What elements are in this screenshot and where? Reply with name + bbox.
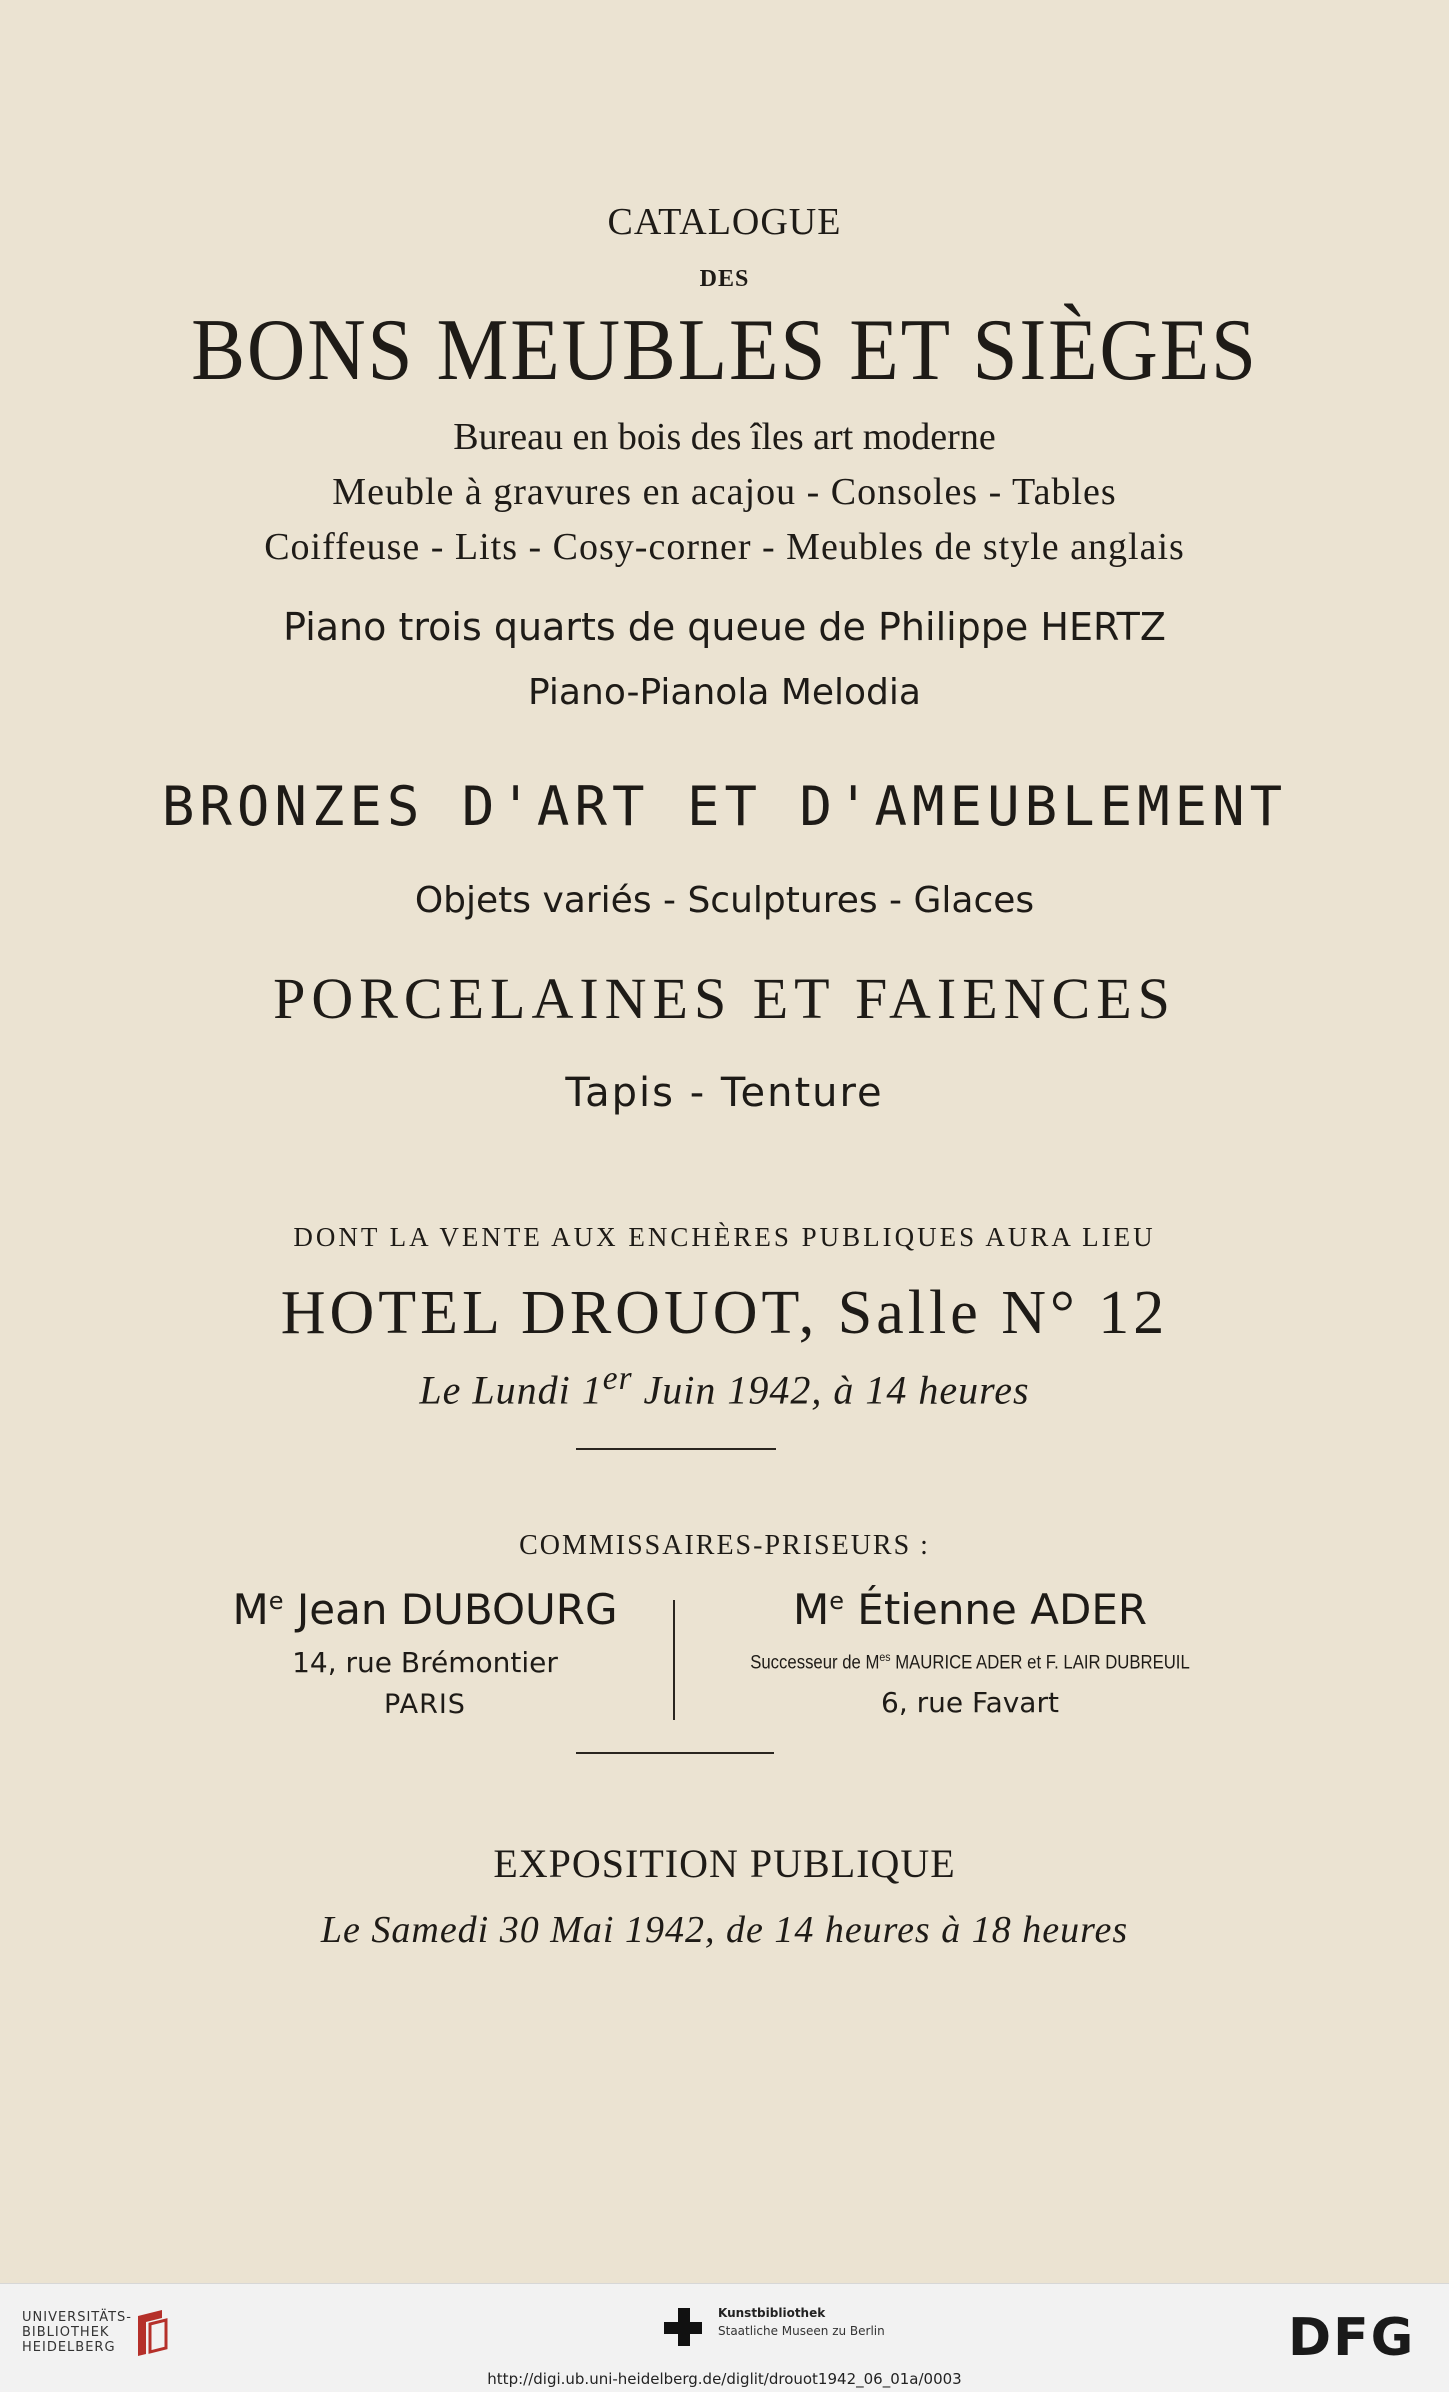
ub-heidelberg-logo-icon[interactable] [132, 2308, 172, 2360]
commissaire-right-successor [732, 1650, 1207, 1674]
successor-sup: es [879, 1650, 891, 1664]
vente-intro: DONT LA VENTE AUX ENCHÈRES PUBLIQUES AURA LIEU [293, 1222, 1156, 1252]
tapis-line: Tapis - Tenture [565, 1070, 884, 1116]
ub-line-3: HEIDELBERG [22, 2340, 116, 2355]
column-divider [673, 1600, 675, 1720]
source-url[interactable]: http://digi.ub.uni-heidelberg.de/diglit/drouot1942_06_01a/0003 [487, 2370, 962, 2388]
ub-line-2: BIBLIOTHEK [22, 2325, 110, 2340]
commissaire-left-prefix: M [232, 1585, 269, 1634]
successor-rest: MAURICE ADER et F. LAIR DUBREUIL [890, 1652, 1190, 1674]
successor-prefix: Successeur de M [750, 1652, 880, 1674]
vente-date-sup: er [602, 1360, 633, 1397]
kunstbibliothek-subtitle: Staatliche Museen zu Berlin [718, 2324, 885, 2338]
exposition-date: Le Samedi 30 Mai 1942, de 14 heures à 18 heures [320, 1909, 1129, 1951]
divider-rule-bottom [576, 1752, 774, 1754]
commissaire-right-address: 6, rue Favart [881, 1686, 1059, 1720]
catalogue-label: CATALOGUE [607, 201, 842, 243]
vente-date-suffix: Juin 1942, à 14 heures [632, 1367, 1030, 1413]
dfg-logo[interactable]: DFG [1288, 2308, 1416, 2368]
commissaire-right-name [700, 1585, 1240, 1634]
subtitle-line-3: Coiffeuse - Lits - Cosy-corner - Meubles de style anglais [264, 526, 1185, 568]
footer-bar [0, 2283, 1449, 2392]
subtitle-line-2: Meuble à gravures en acajou - Consoles - Tables [332, 471, 1117, 513]
commissaire-right-prefix: M [792, 1585, 830, 1634]
commissaire-left-name [130, 1585, 720, 1634]
commissaire-left-prefix-sup: e [268, 1587, 284, 1615]
vente-date-prefix: Le Lundi 1 [419, 1367, 603, 1413]
commissaire-right-name-text: Étienne ADER [843, 1585, 1148, 1634]
commissaire-left-address: 14, rue Brémontier [292, 1646, 558, 1679]
main-title: BONS MEUBLES ET SIÈGES [191, 302, 1258, 399]
kunstbibliothek-logo-icon[interactable] [660, 2304, 706, 2350]
exposition-heading: EXPOSITION PUBLIQUE [493, 1841, 956, 1886]
bronzes-heading: BRONZES D'ART ET D'AMEUBLEMENT [161, 775, 1288, 838]
des-label: DES [699, 266, 750, 292]
subtitle-line-1: Bureau en bois des îles art moderne [453, 416, 996, 458]
ub-heidelberg-logo-text[interactable] [22, 2310, 132, 2355]
objets-line: Objets variés - Sculptures - Glaces [414, 880, 1035, 921]
piano-line-2: Piano-Pianola Melodia [528, 672, 921, 713]
ub-line-1: UNIVERSITÄTS- [22, 2310, 132, 2325]
commissaire-right-prefix-sup: e [829, 1587, 844, 1615]
commissaire-right [700, 1585, 1240, 1719]
vente-date [0, 1360, 1449, 1413]
commissaire-left-city: PARIS [384, 1689, 466, 1720]
vente-lieu: HOTEL DROUOT, Salle N° 12 [280, 1279, 1169, 1347]
commissaire-left [130, 1585, 720, 1720]
piano-line-1: Piano trois quarts de queue de Philippe HERTZ [283, 605, 1166, 649]
porcelaines-heading: PORCELAINES ET FAIENCES [273, 966, 1176, 1031]
commissaires-heading: COMMISSAIRES-PRISEURS : [519, 1530, 930, 1561]
commissaire-left-name-text: Jean DUBOURG [283, 1585, 618, 1634]
divider-rule-top [576, 1448, 776, 1450]
kunstbibliothek-title[interactable]: Kunstbibliothek [718, 2306, 826, 2320]
